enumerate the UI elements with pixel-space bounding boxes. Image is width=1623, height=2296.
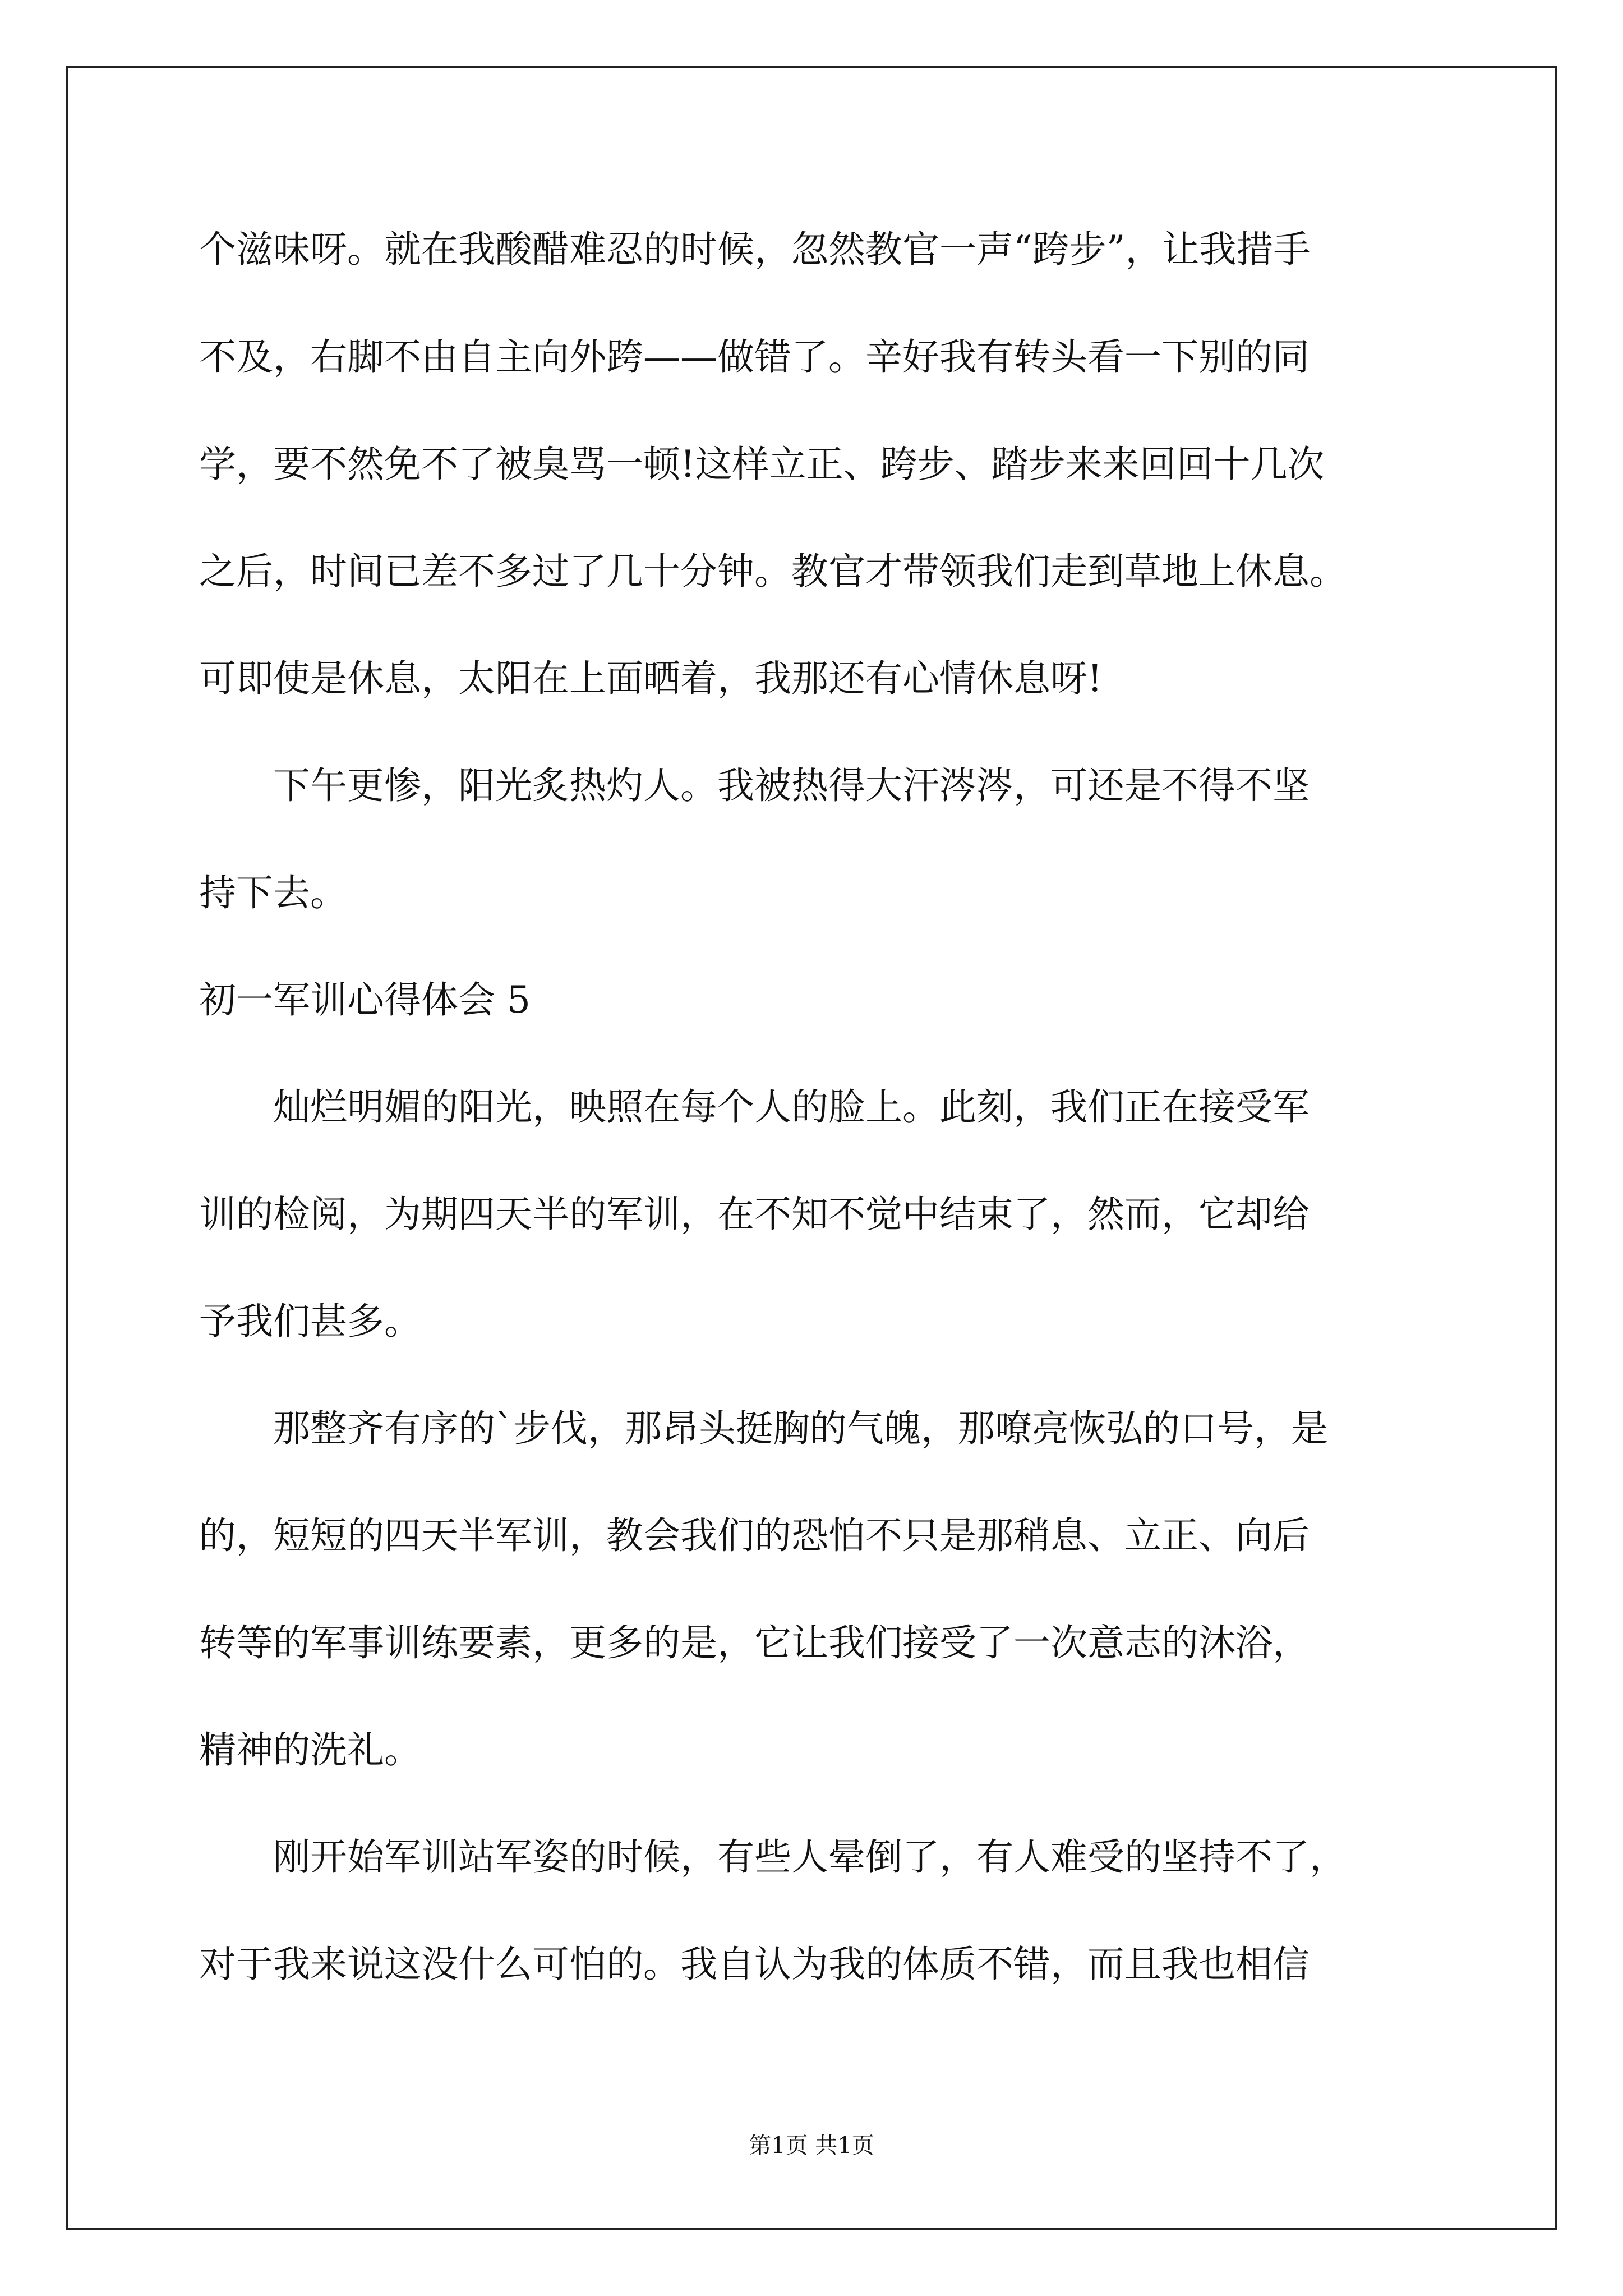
page-number-footer: 第1页 共1页 <box>749 2133 874 2159</box>
text-line: 对于我来说这没什么可怕的。我自认为我的体质不错，而且我也相信 <box>199 1943 1310 1986</box>
text-line: 个滋味呀。就在我酸醋难忍的时候，忽然教官一声“跨步”，让我措手 <box>199 228 1311 271</box>
text-line: 转等的军事训练要素，更多的是，它让我们接受了一次意志的沐浴， <box>199 1621 1310 1664</box>
text-line: 之后，时间已差不多过了几十分钟。教官才带领我们走到草地上休息。 <box>199 550 1347 593</box>
page-border <box>66 66 1557 2230</box>
text-line: 灿烂明媚的阳光，映照在每个人的脸上。此刻，我们正在接受军 <box>273 1085 1310 1129</box>
text-line: 持下去。 <box>199 871 347 914</box>
text-line: 的，短短的四天半军训，教会我们的恐怕不只是那稍息、立正、向后 <box>199 1514 1310 1557</box>
text-line: 下午更惨，阳光炙热灼人。我被热得大汗涔涔，可还是不得不坚 <box>273 764 1310 807</box>
text-line: 学，要不然免不了被臭骂一顿!这样立正、跨步、踏步来来回回十几次 <box>199 443 1325 486</box>
text-line: 不及，右脚不由自主向外跨——做错了。辛好我有转头看一下别的同 <box>199 335 1310 379</box>
text-line: 那整齐有序的`步伐，那昂头挺胸的气魄，那嘹亮恢弘的口号，是 <box>273 1407 1328 1450</box>
section-heading: 初一军训心得体会 5 <box>199 978 531 1022</box>
text-line: 刚开始军训站军姿的时候，有些人晕倒了，有人难受的坚持不了， <box>273 1835 1347 1879</box>
text-line: 训的检阅，为期四天半的军训，在不知不觉中结束了，然而，它却给 <box>199 1193 1310 1236</box>
text-line: 予我们甚多。 <box>199 1300 421 1343</box>
text-line: 精神的洗礼。 <box>199 1728 421 1772</box>
text-line: 可即使是休息，太阳在上面晒着，我那还有心情休息呀! <box>199 657 1103 700</box>
